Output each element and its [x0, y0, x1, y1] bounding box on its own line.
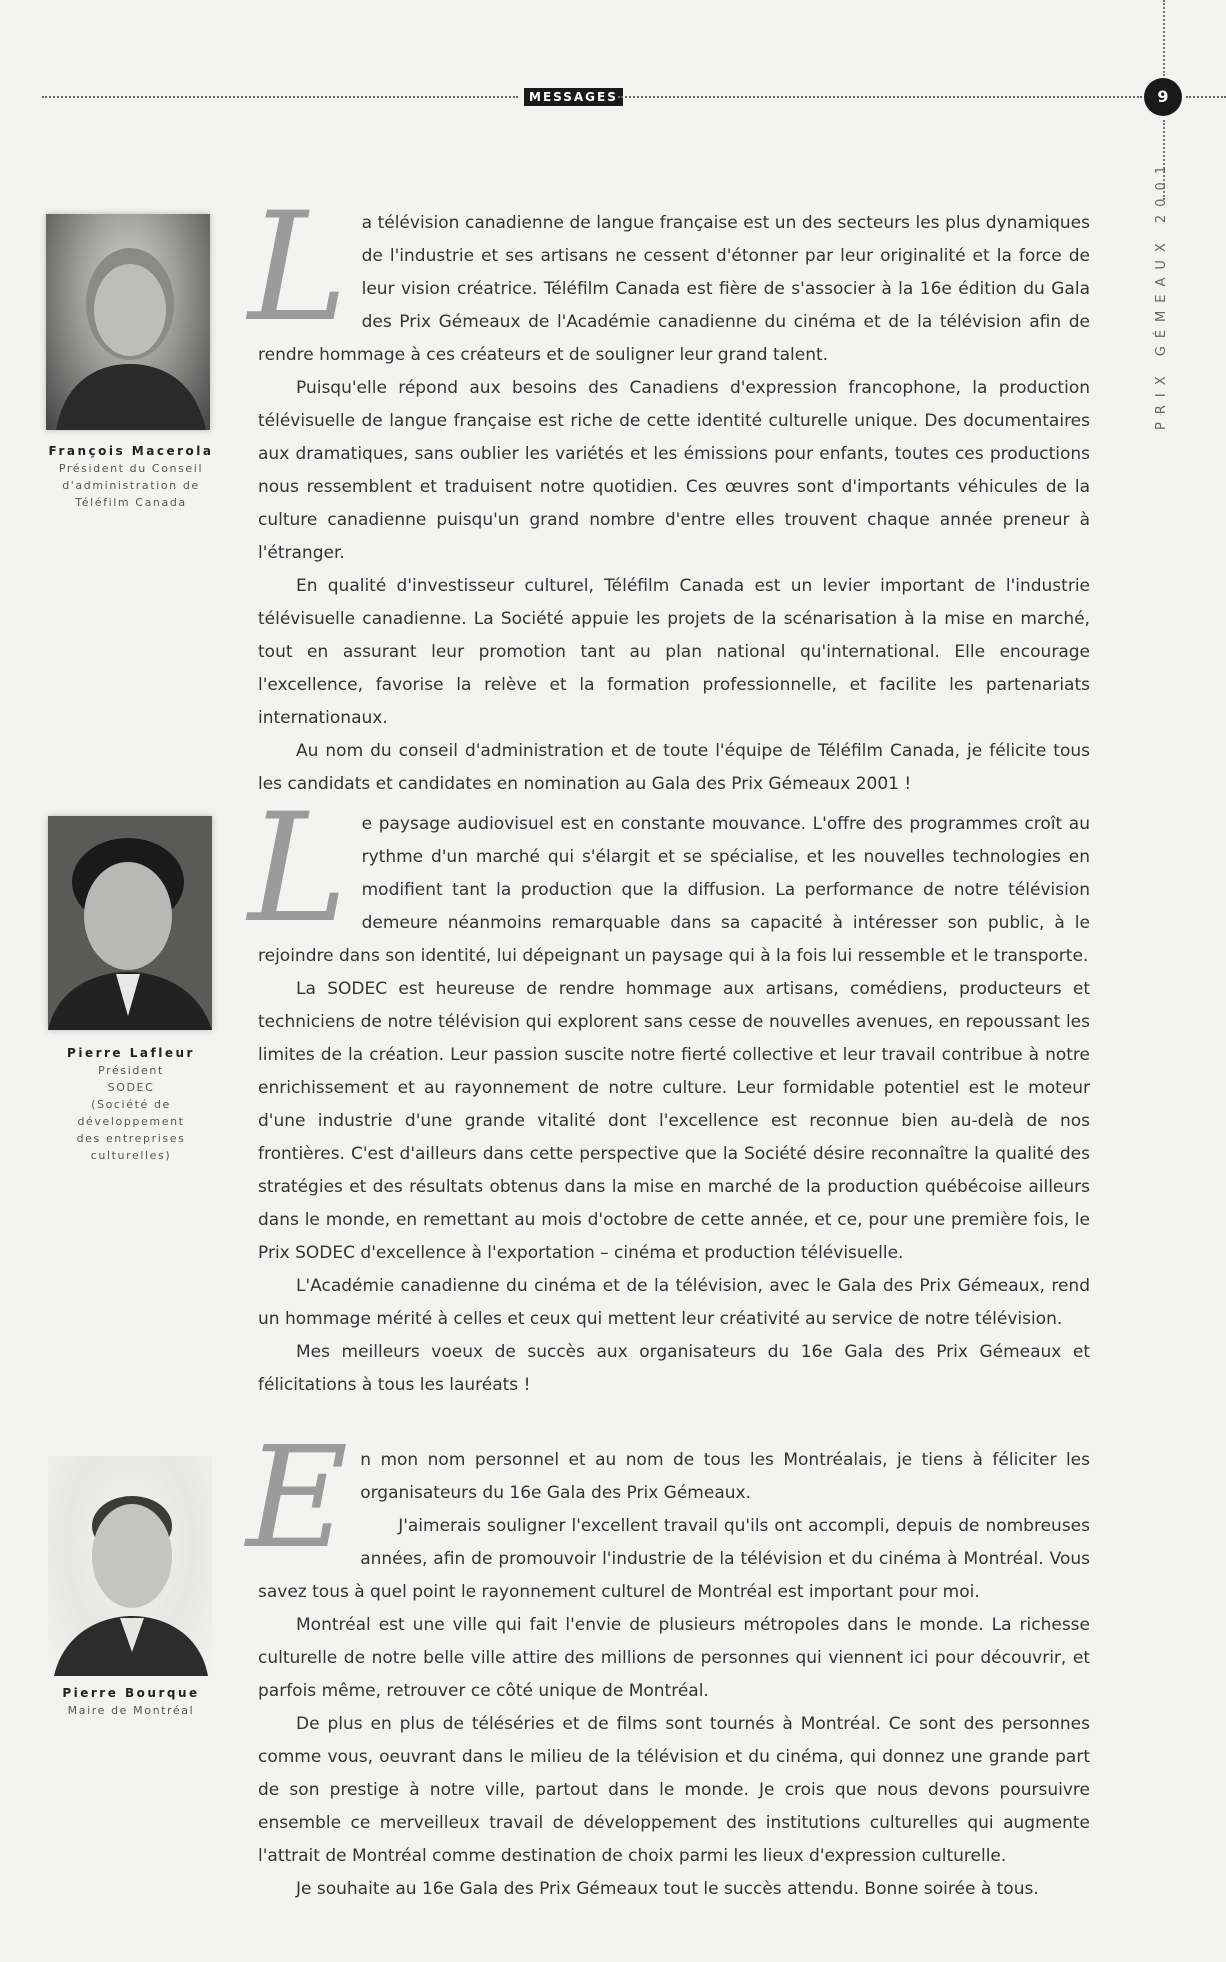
person-title-line: (Société de — [91, 1098, 171, 1111]
message-body — [248, 181, 1090, 801]
message-paragraph: L'Académie canadienne du cinéma et de la télévision, avec le Gala des Prix Gémeaux, rend un hommage mérité à celles et ceux qui mettent leur créativité au service de notre télévision. — [258, 1276, 1090, 1329]
drop-cap: L — [248, 181, 348, 355]
message-body — [246, 1417, 1090, 1906]
person-title-line: d'administration de — [62, 479, 200, 492]
message-paragraph: Je souhaite au 16e Gala des Prix Gémeaux tout le succès attendu. Bonne soirée à tous. — [296, 1879, 1039, 1899]
person-title-line: des entreprises — [76, 1132, 186, 1145]
person-caption — [40, 443, 222, 511]
message-paragraph: En qualité d'investisseur culturel, Téléfilm Canada est un levier important de l'industrie télévisuelle canadienne. La Société appuie les projets de la scénarisation à la mise en marché, tout en assurant leur promotion tant au plan national qu'international. Elle encourage l'excellence, favorise la relève et la formation professionnelle, et facilite les partenariats internationaux. — [258, 576, 1090, 728]
header-rule-far-right — [1186, 96, 1226, 98]
message-paragraph: a télévision canadienne de langue française est un des secteurs les plus dynamiques de l'industrie et ses artisans ne cessent d'étonner par leur originalité et la force de leur vision créatrice. Téléfilm Canada est fière de s'associer à la 16e édition du Gala des Prix Gémeaux de l'Académie canadienne du cinéma et de la télévision afin de rendre hommage à ces créateurs et de souligner leur grand talent. — [258, 213, 1090, 365]
person-title-line: culturelles) — [90, 1149, 172, 1162]
person-title-line: Président — [98, 1064, 164, 1077]
message-paragraph: n mon nom personnel et au nom de tous les Montréalais, je tiens à féliciter les organisateurs du 16e Gala des Prix Gémeaux. — [360, 1450, 1090, 1503]
message-paragraph: e paysage audiovisuel est en constante mouvance. L'offre des programmes croît au rythme d'un marché qui s'élargit et se spécialise, et les nouvelles technologies en modifient tant la production que la diffusion. La performance de notre télévision demeure néanmoins remarquable dans sa capacité à intéresser son public, à le rejoindre dans son identité, lui dépeignant un paysage qui à la fois lui ressemble et le transporte. — [258, 814, 1090, 966]
drop-cap: L — [248, 782, 348, 956]
portrait-photo — [48, 816, 212, 1030]
page-number: 9 — [1144, 78, 1182, 116]
drop-cap: E — [246, 1417, 349, 1580]
person-title-line: Téléfilm Canada — [75, 496, 187, 509]
message-paragraph: Montréal est une ville qui fait l'envie de plusieurs métropoles dans le monde. La richesse culturelle de notre belle ville attire des millions de personnes qui viennent ici pour découvrir, et parfois même, retrouver ce côté unique de Montréal. — [258, 1615, 1090, 1701]
message-paragraph: Mes meilleurs voeux de succès aux organisateurs du 16e Gala des Prix Gémeaux et félicitations à tous les lauréats ! — [258, 1342, 1090, 1395]
message-paragraph: De plus en plus de téléséries et de films sont tournés à Montréal. Ce sont des personnes comme vous, oeuvrant dans le milieu de la télévision et du cinéma, qui donnez une grande part de son prestige à notre ville, partout dans le monde. Je crois que nous devons poursuivre ensemble ce merveilleux travail de développement des institutions culturelles qui augmente l'attrait de Montréal comme destination de choix parmi les lieux d'expression culturelle. — [258, 1714, 1090, 1866]
header-rule-left — [42, 96, 518, 98]
person-name: Pierre Bourque — [62, 1686, 200, 1700]
person-name: François Macerola — [48, 444, 214, 458]
message-paragraph: La SODEC est heureuse de rendre hommage aux artisans, comédiens, producteurs et techniciens de notre télévision qui explorent sans cesse de nouvelles avenues, en repoussant les limites de la création. Leur passion suscite notre fierté collective et leur travail contribue à notre enrichissement et au rayonnement de notre culture. Leur formidable potentiel est le moteur d'une industrie d'une grande vitalité dont l'excellence est reconnue bien au-delà de nos frontières. C'est d'ailleurs dans cette perspective que la Société désire reconnaître la qualité des stratégies et des résultats obtenus dans la mise en marché de la production québécoise ailleurs dans le monde, en remettant au mois d'octobre de cette année, et ce, pour une première fois, le Prix SODEC d'excellence à l'exportation – cinéma et production télévisuelle. — [258, 979, 1090, 1263]
side-title: PRIX GÉMEAUX 2001 — [1154, 158, 1169, 430]
portrait-photo — [48, 1456, 212, 1676]
portrait-silhouette-icon — [46, 214, 210, 430]
header-rule-right — [618, 96, 1142, 98]
message-paragraph: Au nom du conseil d'administration et de toute l'équipe de Téléfilm Canada, je félicite tous les candidats et candidates en nomination au Gala des Prix Gémeaux 2001 ! — [258, 741, 1090, 794]
person-title-line: SODEC — [107, 1081, 155, 1094]
person-name: Pierre Lafleur — [67, 1046, 195, 1060]
message-paragraph: Puisqu'elle répond aux besoins des Canadiens d'expression francophone, la production télévisuelle de langue française est riche de cette identité culturelle unique. Des documentaires aux dramatiques, sans oublier les variétés et les émissions pour enfants, toutes ces productions nous ressemblent et traduisent notre quotidien. Ces œuvres sont d'importants véhicules de la culture canadienne puisqu'un grand nombre d'entre elles trouvent chaque année preneur à l'étranger. — [258, 378, 1090, 563]
message-paragraph: J'aimerais souligner l'excellent travail qu'ils ont accompli, depuis de nombreuses années, afin de promouvoir l'industrie de la télévision et du cinéma à Montréal. Vous savez tous à quel point le rayonnement culturel de Montréal est important pour moi. — [258, 1516, 1090, 1602]
portrait-photo — [46, 214, 210, 430]
person-caption — [40, 1045, 222, 1164]
message-body — [248, 782, 1090, 1402]
person-title-line: développement — [77, 1115, 185, 1128]
section-label: MESSAGES — [524, 88, 623, 106]
person-caption — [40, 1685, 222, 1719]
portrait-silhouette-icon — [48, 816, 212, 1030]
person-title-line: Maire de Montréal — [67, 1704, 195, 1717]
portrait-silhouette-icon — [48, 1456, 212, 1676]
side-rule-top — [1163, 0, 1165, 76]
person-title-line: Président du Conseil — [58, 462, 204, 475]
